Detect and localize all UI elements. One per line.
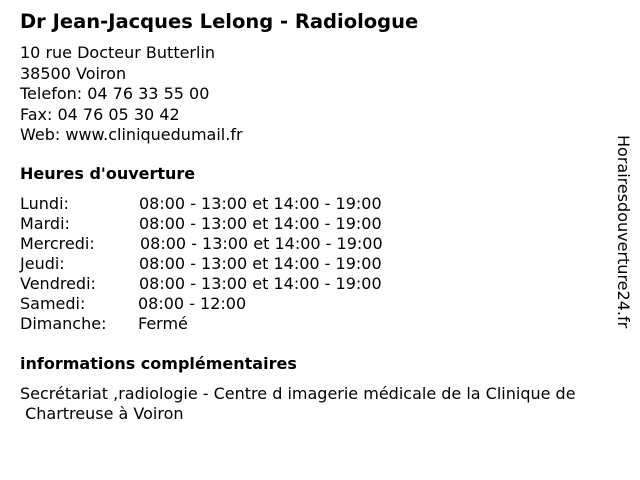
hours-day: Vendredi: — [20, 274, 96, 293]
hours-day: Lundi: — [20, 194, 69, 213]
phone-number: Telefon: 04 76 33 55 00 — [20, 84, 210, 103]
hours-time: 08:00 - 13:00 et 14:00 - 19:00 — [139, 194, 382, 213]
hours-day: Jeudi: — [20, 254, 65, 273]
hours-day: Mardi: — [20, 214, 70, 233]
hours-time: 08:00 - 13:00 et 14:00 - 19:00 — [140, 234, 383, 253]
additional-info-line: Chartreuse à Voiron — [20, 404, 184, 423]
hours-time: 08:00 - 13:00 et 14:00 - 19:00 — [139, 274, 382, 293]
page-title: Dr Jean-Jacques Lelong - Radiologue — [20, 10, 419, 33]
hours-time: 08:00 - 13:00 et 14:00 - 19:00 — [139, 254, 382, 273]
contact-block — [20, 43, 243, 146]
hours-time: 08:00 - 12:00 — [138, 294, 247, 313]
site-watermark: Horairesdouverture24.fr — [614, 135, 633, 329]
hours-day: Samedi: — [20, 294, 86, 313]
hours-time: Fermé — [138, 314, 188, 333]
additional-info-text — [20, 384, 630, 424]
fax-number: Fax: 04 76 05 30 42 — [20, 104, 180, 124]
hours-day: Mercredi: — [20, 234, 95, 253]
hours-day: Dimanche: — [20, 314, 107, 333]
opening-hours-heading: Heures d'ouverture — [20, 164, 196, 183]
address-street: 10 rue Docteur Butterlin — [20, 43, 216, 62]
address-city: 38500 Voiron — [20, 63, 127, 83]
additional-info-heading: informations complémentaires — [20, 354, 297, 373]
additional-info-line: Secrétariat ,radiologie - Centre d imagerie médicale de la Clinique de — [20, 384, 576, 403]
website: Web: www.cliniquedumail.fr — [20, 125, 243, 144]
hours-time: 08:00 - 13:00 et 14:00 - 19:00 — [139, 214, 382, 233]
